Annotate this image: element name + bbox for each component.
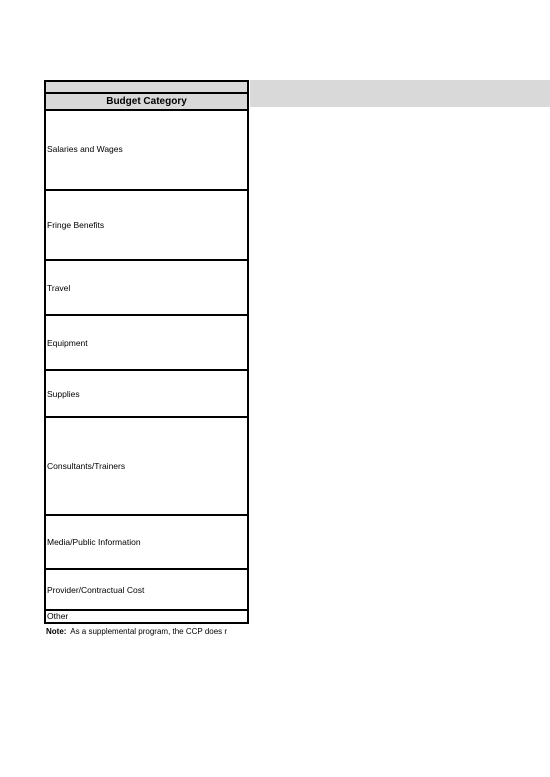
row-label-fringe-benefits: Fringe Benefits bbox=[47, 220, 105, 230]
table-row bbox=[46, 418, 247, 516]
note-label: Note: bbox=[46, 627, 67, 636]
table-row bbox=[46, 261, 247, 316]
budget-table bbox=[44, 80, 249, 624]
column-header-budget-category: Budget Category bbox=[46, 94, 247, 111]
row-label-salaries: Salaries and Wages bbox=[47, 144, 123, 154]
row-label-other: Other bbox=[47, 611, 69, 621]
table-row bbox=[46, 570, 247, 611]
table-row bbox=[46, 371, 247, 418]
row-label-travel: Travel bbox=[47, 282, 71, 293]
table-row bbox=[46, 516, 247, 570]
row-label-supplies: Supplies bbox=[47, 388, 80, 399]
table-row bbox=[46, 191, 247, 261]
row-label-media: Media/Public Information bbox=[47, 537, 141, 547]
header-banner-fill bbox=[250, 80, 550, 107]
note-text: As a supplemental program, the CCP does r bbox=[70, 627, 228, 636]
row-label-equipment: Equipment bbox=[47, 337, 88, 348]
row-label-consultants: Consultants/Trainers bbox=[47, 461, 126, 471]
table-row bbox=[46, 611, 247, 622]
row-label-provider-contractual: Provider/Contractual Cost bbox=[47, 584, 145, 595]
table-top-band bbox=[46, 82, 247, 94]
table-row bbox=[46, 109, 247, 191]
table-row bbox=[46, 316, 247, 371]
footnote bbox=[46, 627, 249, 636]
